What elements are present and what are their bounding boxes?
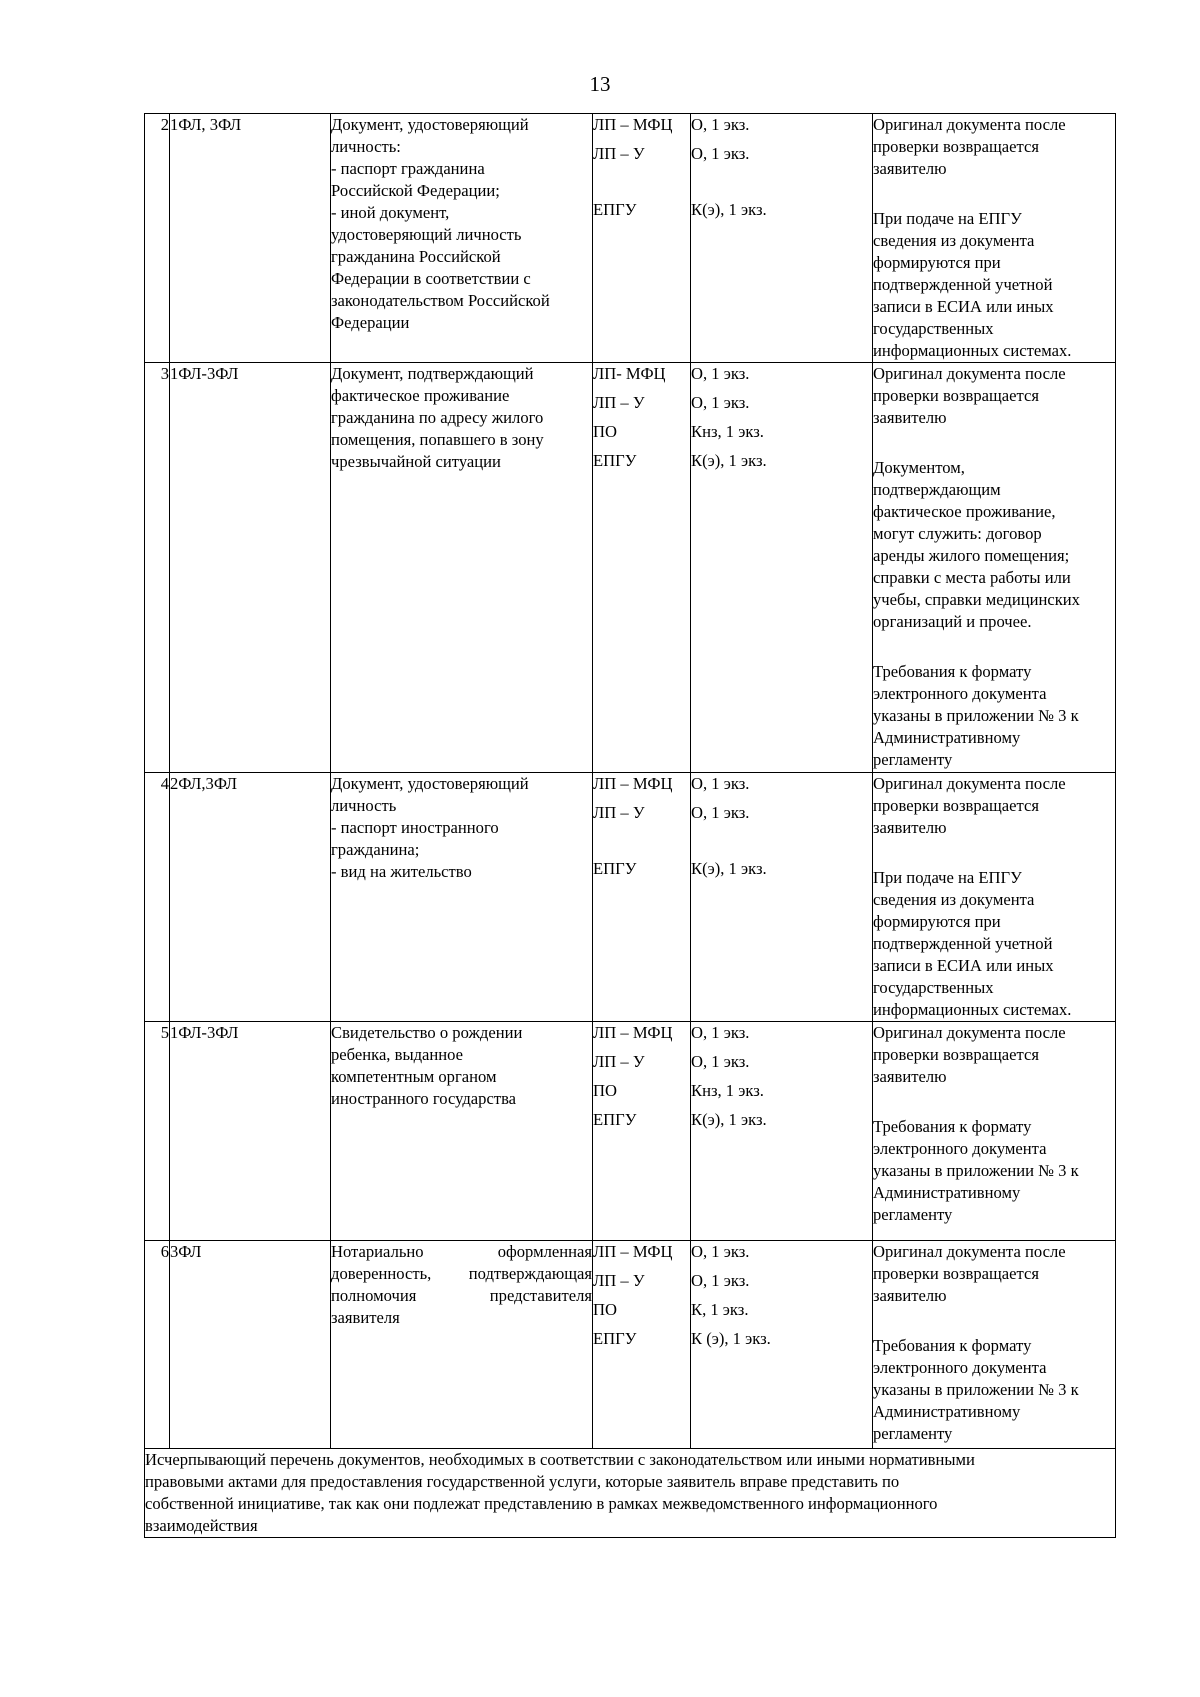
row-number: 4	[145, 773, 170, 1022]
submission-method: ЛП- МФЦ ЛП – У ПО ЕПГУ	[593, 363, 691, 773]
table-footer-row	[145, 1449, 1116, 1538]
notes: Оригинал документа после проверки возвращается заявителю Документом, подтверждающим фактическое проживание, могут служить: договор аренды жилого помещения; справки с места работы или учебы, справки медицинских организаций и прочее. Требования к формату электронного документа указаны в приложении № 3 к Административному регламенту	[873, 363, 1116, 773]
applicant-category: 3ФЛ	[170, 1241, 331, 1449]
document-name: Нотариально оформленная доверенность, подтверждающая полномочия представителя заявителя	[331, 1241, 593, 1449]
applicant-category: 1ФЛ, 3ФЛ	[170, 114, 331, 363]
document-form: О, 1 экз. О, 1 экз. К(э), 1 экз.	[691, 114, 873, 363]
submission-method: ЛП – МФЦ ЛП – У ЕПГУ	[593, 114, 691, 363]
row-number: 2	[145, 114, 170, 363]
row-number: 3	[145, 363, 170, 773]
submission-method: ЛП – МФЦ ЛП – У ЕПГУ	[593, 773, 691, 1022]
table-row	[145, 363, 1116, 773]
document-name: Свидетельство о рождении ребенка, выданное компетентным органом иностранного государства	[331, 1022, 593, 1241]
applicant-category: 2ФЛ,3ФЛ	[170, 773, 331, 1022]
row-number: 5	[145, 1022, 170, 1241]
table-row	[145, 114, 1116, 363]
row-number: 6	[145, 1241, 170, 1449]
document-form: О, 1 экз. О, 1 экз. К, 1 экз. К (э), 1 экз.	[691, 1241, 873, 1449]
submission-method: ЛП – МФЦ ЛП – У ПО ЕПГУ	[593, 1022, 691, 1241]
document-form: О, 1 экз. О, 1 экз. Кнз, 1 экз. К(э), 1 экз.	[691, 363, 873, 773]
applicant-category: 1ФЛ-3ФЛ	[170, 363, 331, 773]
page-number: 13	[589, 72, 611, 96]
notes: Оригинал документа после проверки возвращается заявителю Требования к формату электронного документа указаны в приложении № 3 к Административному регламенту	[873, 1241, 1116, 1449]
document-form: О, 1 экз. О, 1 экз. Кнз, 1 экз. К(э), 1 экз.	[691, 1022, 873, 1241]
notes: Оригинал документа после проверки возвращается заявителю При подаче на ЕПГУ сведения из документа формируются при подтвержденной учетной записи в ЕСИА или иных государственных информационных системах.	[873, 114, 1116, 363]
notes: Оригинал документа после проверки возвращается заявителю При подаче на ЕПГУ сведения из документа формируются при подтвержденной учетной записи в ЕСИА или иных государственных информационных системах.	[873, 773, 1116, 1022]
footer-text: Исчерпывающий перечень документов, необходимых в соответствии с законодательством или иными нормативными правовыми актами для предоставления государственной услуги, которые заявитель вправе представить по собственной инициативе, так как они подлежат представлению в рамках межведомственного информационного взаимодействия	[145, 1449, 1116, 1538]
applicant-category: 1ФЛ-3ФЛ	[170, 1022, 331, 1241]
table-row	[145, 773, 1116, 1022]
document-name: Документ, подтверждающий фактическое проживание гражданина по адресу жилого помещения, попавшего в зону чрезвычайной ситуации	[331, 363, 593, 773]
document-form: О, 1 экз. О, 1 экз. К(э), 1 экз.	[691, 773, 873, 1022]
documents-table	[144, 113, 1116, 1538]
document-name: Документ, удостоверяющий личность: - паспорт гражданина Российской Федерации; - иной документ, удостоверяющий личность гражданина Российской Федерации в соответствии с законодательством Российской Федерации	[331, 114, 593, 363]
submission-method: ЛП – МФЦ ЛП – У ПО ЕПГУ	[593, 1241, 691, 1449]
notes: Оригинал документа после проверки возвращается заявителю Требования к формату электронного документа указаны в приложении № 3 к Административному регламенту	[873, 1022, 1116, 1241]
table-row	[145, 1241, 1116, 1449]
document-name: Документ, удостоверяющий личность - паспорт иностранного гражданина; - вид на жительство	[331, 773, 593, 1022]
table-row	[145, 1022, 1116, 1241]
